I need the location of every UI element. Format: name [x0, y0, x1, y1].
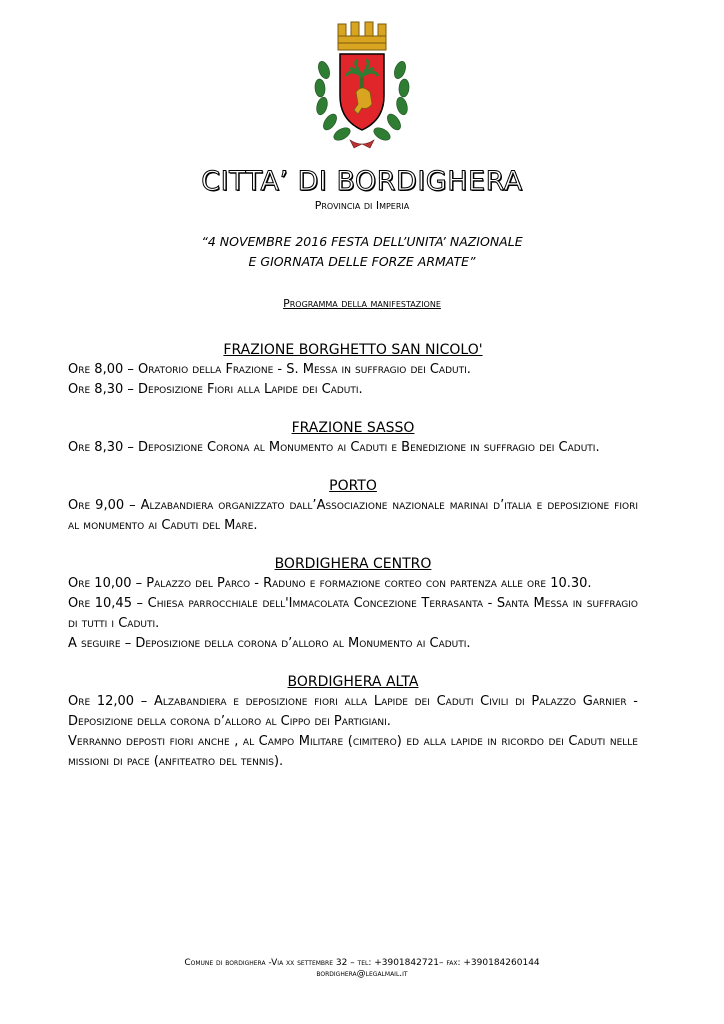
section-title: PORTO: [329, 478, 377, 494]
program-heading: Programma della manifestazione: [283, 297, 441, 310]
schedule-item: Verranno deposti fiori anche , al Campo Militare (cimitero) ed alla lapide in ricordo dei Caduti nelle missioni di pace (anfiteatro del tennis).: [68, 734, 638, 769]
event-title-line-1: “4 NOVEMBRE 2016 FESTA DELL’UNITA’ NAZIONALE: [201, 234, 523, 249]
schedule-item: Ore 12,00 – Alzabandiera e deposizione fiori alla Lapide dei Caduti Civili di Palazzo Garnier - Deposizione della corona d’alloro al Cippo dei Partigiani.: [68, 694, 638, 729]
section-title: BORDIGHERA CENTRO: [274, 556, 432, 572]
schedule-item: Ore 8,00 – Oratorio della Frazione - S. Messa in suffragio dei Caduti.: [68, 362, 471, 377]
section-title: FRAZIONE SASSO: [291, 420, 415, 436]
section-borghetto: [68, 340, 638, 400]
city-title: CITTA’ DI BORDIGHERA: [201, 166, 523, 197]
schedule-item: Ore 8,30 – Deposizione Fiori alla Lapide dei Caduti.: [68, 382, 363, 397]
section-porto: [68, 476, 638, 536]
section-sasso: [68, 418, 638, 458]
section-bordighera-centro: [68, 554, 638, 654]
schedule-item: A seguire – Deposizione della corona d’alloro al Monumento ai Caduti.: [68, 636, 471, 651]
program-content: [68, 340, 638, 788]
section-title: FRAZIONE BORGHETTO SAN NICOLO': [223, 342, 483, 358]
crown-icon: [338, 22, 386, 50]
schedule-item: Ore 8,30 – Deposizione Corona al Monumento ai Caduti e Benedizione in suffragio dei Caduti.: [68, 440, 600, 455]
province-subtitle: Provincia di Imperia: [314, 199, 410, 212]
schedule-item: Ore 9,00 – Alzabandiera organizzato dall’Associazione nazionale marinai d’italia e deposizione fiori al monumento ai Caduti del Mare.: [68, 498, 638, 533]
event-title-line-2: E GIORNATA DELLE FORZE ARMATE”: [248, 254, 476, 269]
footer-address: Comune di bordighera -Via xx settembre 32 – tel: +3901842721– fax: +390184260144: [184, 958, 540, 968]
coat-of-arms-icon: [312, 18, 412, 150]
section-bordighera-alta: [68, 672, 638, 772]
section-title: BORDIGHERA ALTA: [287, 674, 419, 690]
event-title: [0, 232, 724, 272]
footer: [0, 958, 724, 980]
footer-email: bordighera@legalmail.it: [316, 969, 408, 979]
schedule-item: Ore 10,45 – Chiesa parrocchiale dell'Immacolata Concezione Terrasanta - Santa Messa in suffragio di tutti i Caduti.: [68, 596, 638, 631]
schedule-item: Ore 10,00 – Palazzo del Parco - Raduno e formazione corteo con partenza alle ore 10.30.: [68, 576, 592, 591]
